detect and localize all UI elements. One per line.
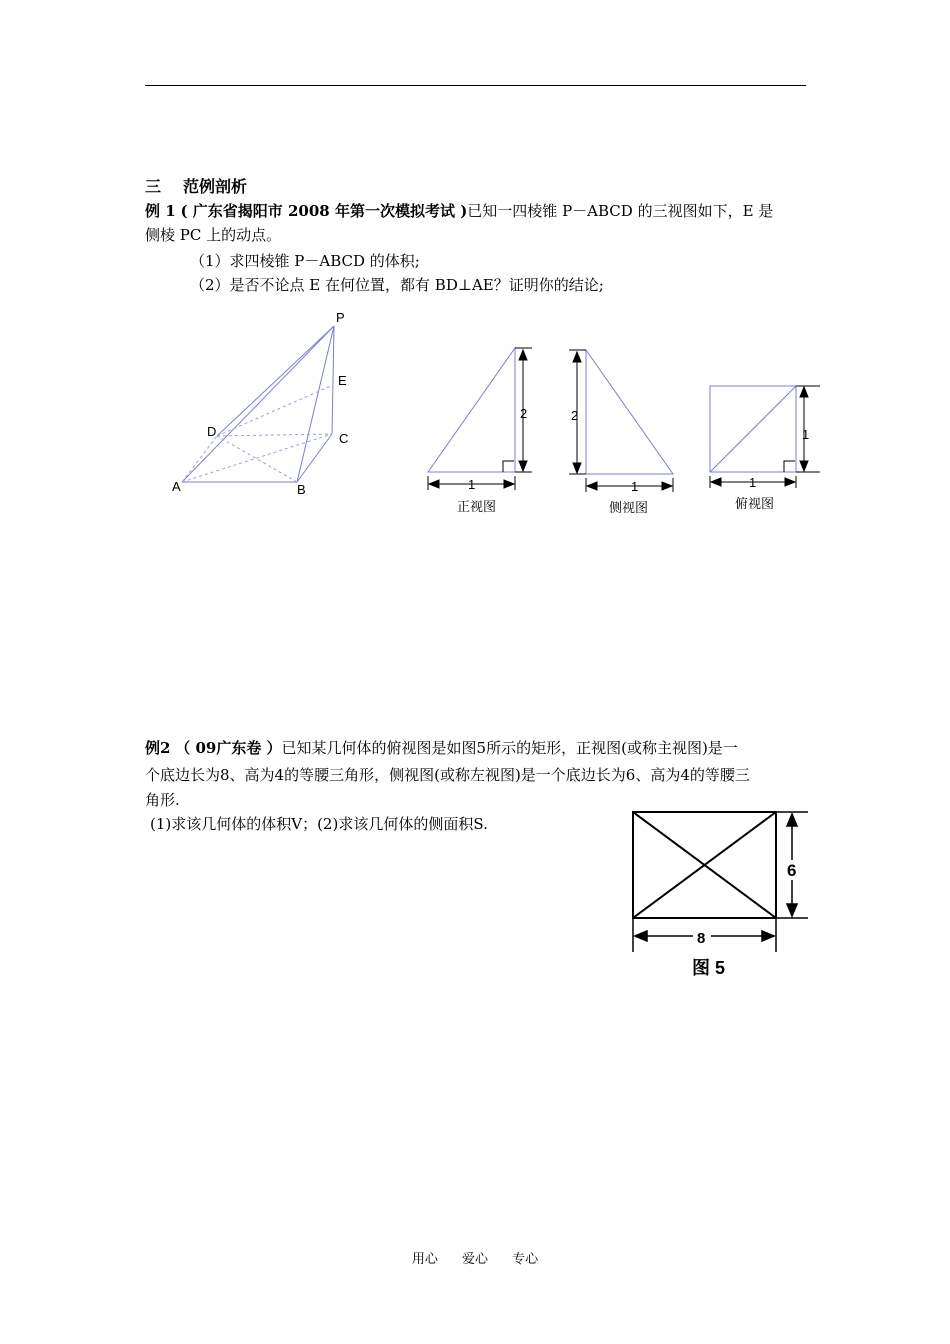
footer-a: 用心 <box>411 1252 438 1267</box>
label-b: B <box>297 482 306 497</box>
side-width-label: 1 <box>631 479 639 494</box>
side-height-label: 2 <box>571 408 579 423</box>
label-d: D <box>207 424 217 439</box>
label-a: A <box>172 479 181 494</box>
label-e: E <box>338 373 347 388</box>
ex2-label: 例2 <box>145 739 171 757</box>
front-height-label: 2 <box>520 406 528 421</box>
fig5-height-arrow-bottom <box>787 904 797 916</box>
ex1-line2: 侧棱 PC 上的动点。 <box>145 226 282 244</box>
footer-c: 专心 <box>512 1252 539 1267</box>
footer <box>0 1248 950 1267</box>
fig5-height-label: 6 <box>787 861 797 880</box>
label-c: C <box>339 431 349 446</box>
front-view-caption: 正视图 <box>457 499 497 514</box>
label-p: P <box>336 310 345 325</box>
side-view-caption: 侧视图 <box>609 500 649 515</box>
ex2-source: （ 09广东卷 ） <box>175 739 282 757</box>
top-height-label: 1 <box>802 427 810 442</box>
ex1-question-1: （1）求四棱锥 P－ABCD 的体积; <box>190 252 420 270</box>
footer-b: 爱心 <box>461 1252 488 1267</box>
front-width-label: 1 <box>468 477 476 492</box>
ex1-label: 例 1 <box>145 202 176 220</box>
fig5-height-arrow-top <box>787 814 797 826</box>
ex2-line2: 个底边长为8、高为4的等腰三角形，侧视图(或称左视图)是一个底边长为6、高为4的等腰三 <box>145 766 750 784</box>
section-number: 三 <box>145 177 162 196</box>
ex1-source: ( 广东省揭阳市 2008 年第一次模拟考试 ) <box>180 202 468 220</box>
top-width-label: 1 <box>749 475 757 490</box>
ex1-text1: 已知一四棱锥 P－ABCD 的三视图如下，E 是 <box>467 202 774 220</box>
fig5-width-arrow-left <box>635 931 647 941</box>
ex2-line3: 角形. <box>145 791 180 809</box>
section-heading: 范例剖析 <box>183 177 248 196</box>
fig5-width-label: 8 <box>697 930 706 947</box>
ex1-question-2: （2）是否不论点 E 在何位置，都有 BD⊥AE？证明你的结论; <box>190 276 604 294</box>
top-view-caption: 俯视图 <box>735 496 775 511</box>
ex2-text1: 已知某几何体的俯视图是如图5所示的矩形，正视图(或称主视图)是一 <box>281 739 738 757</box>
fig5-width-arrow-right <box>762 931 774 941</box>
ex2-question: (1)求该几何体的体积V；(2)求该几何体的侧面积S. <box>150 815 488 833</box>
fig5-caption: 图 5 <box>692 958 726 978</box>
